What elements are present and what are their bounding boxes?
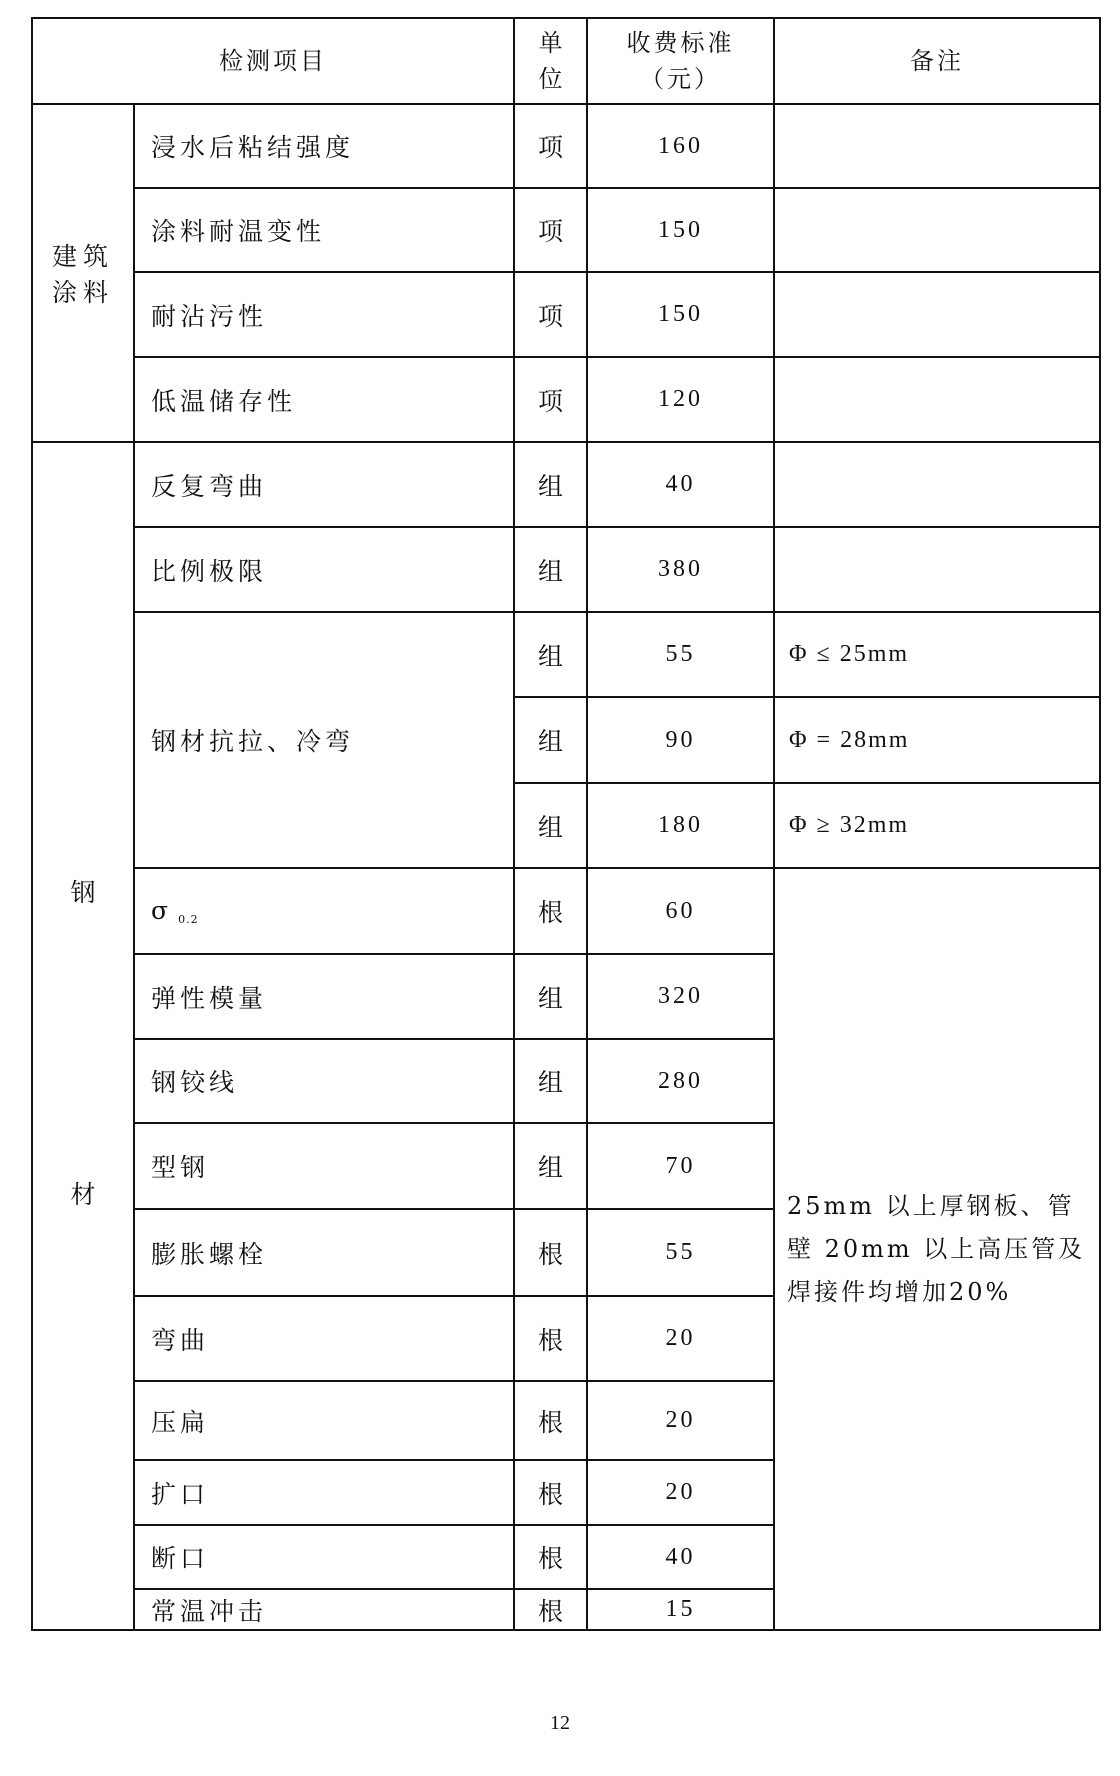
fee-standard-table (31, 17, 1101, 1631)
unit-cell: 组 (514, 954, 587, 1039)
unit-cell: 项 (514, 188, 587, 272)
header-unit (514, 18, 587, 104)
fee-cell: 40 (587, 1525, 774, 1589)
header-row (32, 18, 1100, 104)
fee-cell: 40 (587, 442, 774, 527)
note-cell (774, 104, 1100, 188)
header-note: 备注 (774, 18, 1100, 104)
item-cell: 弹性模量 (134, 954, 514, 1039)
category-coating-line2: 涂料 (51, 278, 114, 307)
table-row (32, 104, 1100, 188)
fee-cell: 20 (587, 1381, 774, 1460)
header-unit-line1: 单 (538, 29, 563, 57)
unit-cell: 根 (514, 868, 587, 954)
fee-cell: 180 (587, 783, 774, 868)
fee-cell: 70 (587, 1123, 774, 1209)
fee-cell: 55 (587, 612, 774, 697)
unit-cell: 组 (514, 442, 587, 527)
unit-cell: 组 (514, 612, 587, 697)
note-cell: Φ ≤ 25mm (774, 612, 1100, 697)
table-row (32, 612, 1100, 697)
item-cell: 压扁 (134, 1381, 514, 1460)
note-cell (774, 527, 1100, 612)
fee-cell: 15 (587, 1589, 774, 1630)
item-cell: 扩口 (134, 1460, 514, 1525)
note-cell (774, 272, 1100, 357)
fee-cell: 55 (587, 1209, 774, 1296)
unit-cell: 项 (514, 357, 587, 442)
fee-cell: 120 (587, 357, 774, 442)
header-fee-line2: （元） (640, 65, 721, 93)
table-row (32, 442, 1100, 527)
unit-cell: 根 (514, 1589, 587, 1630)
category-steel (32, 442, 134, 1630)
table-row (32, 868, 1100, 954)
fee-cell: 150 (587, 188, 774, 272)
header-item: 检测项目 (32, 18, 514, 104)
unit-cell: 根 (514, 1296, 587, 1381)
category-coating-line1: 建筑 (51, 242, 114, 271)
header-fee (587, 18, 774, 104)
fee-cell: 280 (587, 1039, 774, 1123)
unit-cell: 根 (514, 1525, 587, 1589)
unit-cell: 根 (514, 1381, 587, 1460)
note-cell (774, 442, 1100, 527)
page-number: 12 (550, 1712, 570, 1734)
sigma-symbol: σ (151, 896, 173, 925)
unit-cell: 项 (514, 272, 587, 357)
fee-cell: 90 (587, 697, 774, 783)
unit-cell: 组 (514, 1123, 587, 1209)
fee-cell: 160 (587, 104, 774, 188)
header-fee-line1: 收费标准 (626, 29, 735, 57)
header-unit-line2: 位 (538, 65, 563, 93)
item-cell: 浸水后粘结强度 (134, 104, 514, 188)
item-cell: 涂料耐温变性 (134, 188, 514, 272)
fee-cell: 380 (587, 527, 774, 612)
fee-cell: 60 (587, 868, 774, 954)
item-cell: 常温冲击 (134, 1589, 514, 1630)
fee-cell: 150 (587, 272, 774, 357)
unit-cell: 组 (514, 1039, 587, 1123)
unit-cell: 组 (514, 783, 587, 868)
fee-cell: 320 (587, 954, 774, 1039)
table-row (32, 527, 1100, 612)
note-cell (774, 188, 1100, 272)
category-steel-char2: 材 (70, 1180, 96, 1209)
item-cell: 膨胀螺栓 (134, 1209, 514, 1296)
fee-cell: 20 (587, 1460, 774, 1525)
item-cell: 比例极限 (134, 527, 514, 612)
item-cell: 断口 (134, 1525, 514, 1589)
fee-cell: 20 (587, 1296, 774, 1381)
category-steel-char1: 钢 (70, 878, 96, 907)
unit-cell: 项 (514, 104, 587, 188)
item-cell-tensile-bend: 钢材抗拉、冷弯 (134, 612, 514, 868)
item-cell: 型钢 (134, 1123, 514, 1209)
note-cell: Φ = 28mm (774, 697, 1100, 783)
item-cell: 弯曲 (134, 1296, 514, 1381)
shared-note-cell: 25mm 以上厚钢板、管壁 20mm 以上高压管及焊接件均增加20% (774, 868, 1100, 1630)
item-cell: 钢铰线 (134, 1039, 514, 1123)
item-cell: 低温储存性 (134, 357, 514, 442)
item-cell: 耐沾污性 (134, 272, 514, 357)
table-row (32, 357, 1100, 442)
item-cell: 反复弯曲 (134, 442, 514, 527)
table-row (32, 188, 1100, 272)
category-coating (32, 104, 134, 442)
unit-cell: 组 (514, 527, 587, 612)
unit-cell: 根 (514, 1460, 587, 1525)
note-cell: Φ ≥ 32mm (774, 783, 1100, 868)
unit-cell: 组 (514, 697, 587, 783)
unit-cell: 根 (514, 1209, 587, 1296)
note-cell (774, 357, 1100, 442)
sigma-subscript: 0.2 (178, 913, 199, 926)
item-cell-sigma (134, 868, 514, 954)
table-row (32, 272, 1100, 357)
